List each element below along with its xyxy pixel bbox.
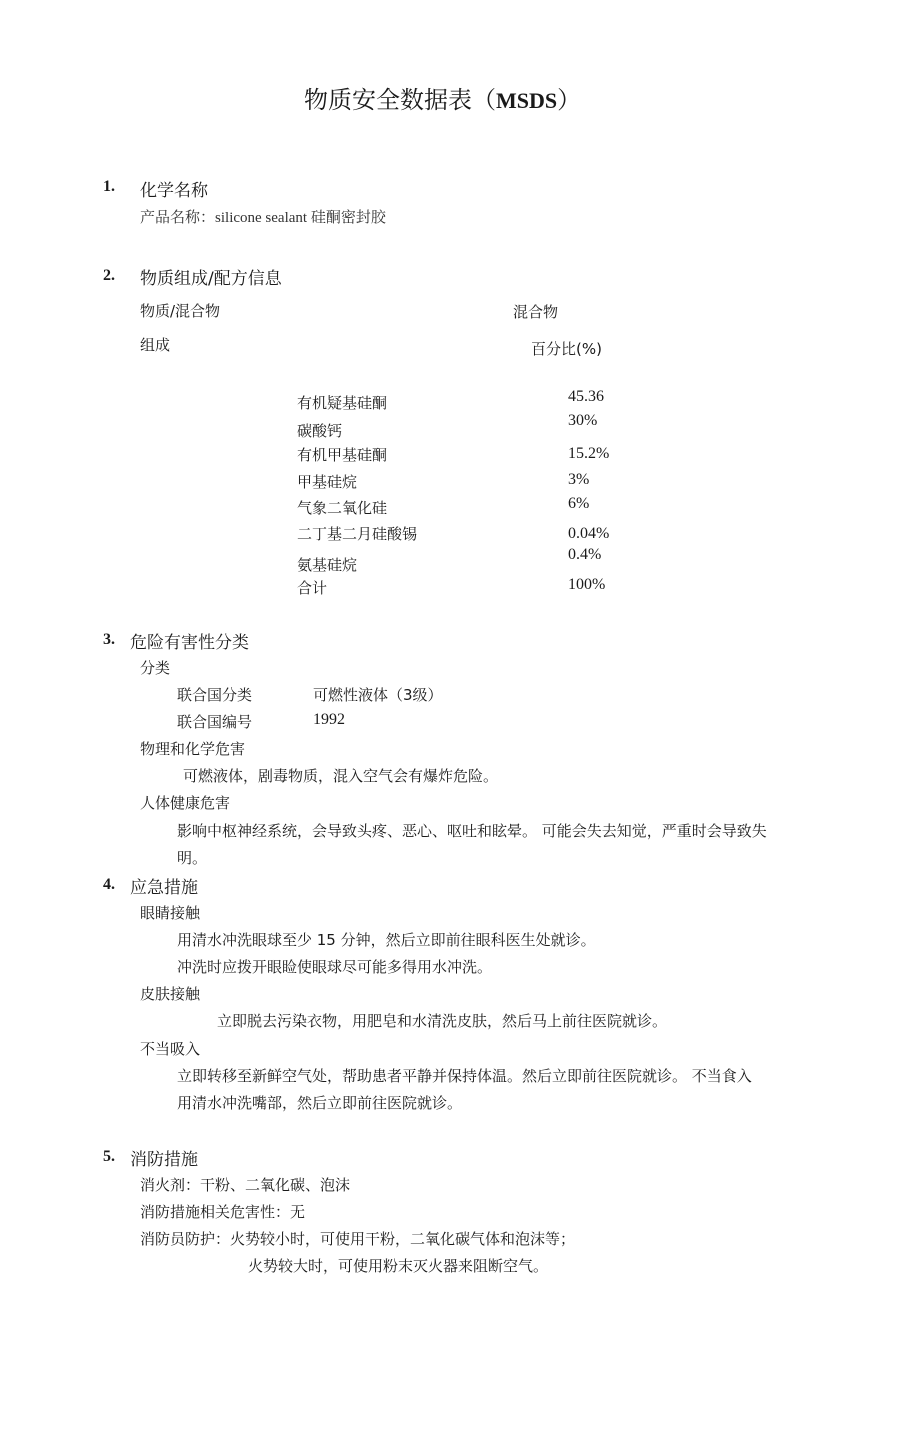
eye-contact-label: 眼睛接触 [140,904,201,922]
title-cn: 物质安全数据表（ [304,86,496,114]
skin-contact-text: 立即脱去污染衣物，用肥皂和水清洗皮肤，然后马上前往医院就诊。 [217,1012,668,1030]
component-name: 二丁基二月硅酸锡 [297,525,418,543]
un-class-label: 联合国分类 [177,686,253,704]
extinguishing-agent: 消火剂：干粉、二氧化碳、泡沫 [140,1176,351,1194]
component-value: 0.04% [568,525,610,542]
section-5-heading: 消防措施 [130,1150,198,1170]
section-4-heading: 应急措施 [130,878,198,898]
substance-label: 物质/混合物 [140,302,221,320]
eye-contact-text-line1: 用清水冲洗眼球至少 15 分钟，然后立即前往眼科医生处就诊。 [177,931,596,949]
section-1-heading: 化学名称 [140,181,208,201]
section-1-number: 1. [103,178,115,195]
component-name: 碳酸钙 [297,422,343,440]
firefighting-hazard: 消防措施相关危害性：无 [140,1203,306,1221]
component-total-value: 100% [568,576,606,593]
component-value: 6% [568,495,590,512]
health-hazard-text-line1: 影响中枢神经系统，会导致头疼、恶心、呕吐和眩晕。 可能会失去知觉，严重时会导致失 [177,822,767,840]
classification-label: 分类 [140,659,171,677]
component-name: 甲基硅烷 [297,473,358,491]
eye-contact-text-line2: 冲洗时应拨开眼睑使眼球尽可能多得用水冲洗。 [177,958,493,976]
substance-value: 混合物 [513,303,559,321]
component-name: 有机疑基硅酮 [297,394,388,412]
title-msds: MSDS [496,88,558,113]
component-name: 有机甲基硅酮 [297,446,388,464]
inhalation-text-line1: 立即转移至新鲜空气处，帮助患者平静并保持体温。然后立即前往医院就诊。 不当食入 [177,1067,752,1085]
health-hazard-label: 人体健康危害 [140,794,231,812]
un-class-value: 可燃性液体（3级） [313,686,443,704]
component-value: 30% [568,412,598,429]
section-2-heading: 物质组成/配方信息 [140,269,282,289]
inhalation-text-line2: 用清水冲洗嘴部，然后立即前往医院就诊。 [177,1094,463,1112]
component-value: 0.4% [568,546,602,563]
component-value: 3% [568,471,590,488]
section-3-number: 3. [103,631,115,648]
product-name-value: silicone sealant 硅酮密封胶 [215,210,386,226]
firefighter-protection-line2: 火势较大时，可使用粉末灭火器来阻断空气。 [248,1257,549,1275]
section-4-number: 4. [103,876,115,893]
percent-label: 百分比(%) [531,340,602,358]
physical-hazard-label: 物理和化学危害 [140,740,246,758]
title-close: ） [557,86,582,114]
component-value: 45.36 [568,388,604,405]
skin-contact-label: 皮肤接触 [140,985,201,1003]
section-5-number: 5. [103,1148,115,1165]
un-number-value: 1992 [313,711,345,728]
un-number-label: 联合国编号 [177,713,253,731]
product-name-line [140,206,386,227]
inhalation-label: 不当吸入 [140,1040,201,1058]
firefighter-protection-line1: 消防员防护：火势较小时，可使用干粉，二氧化碳气体和泡沫等； [140,1230,576,1248]
page-title [304,80,581,115]
component-value: 15.2% [568,445,610,462]
composition-label: 组成 [140,336,171,354]
physical-hazard-text: 可燃液体，剧毒物质，混入空气会有爆炸危险。 [183,767,499,785]
health-hazard-text-line2: 明。 [177,849,208,867]
section-2-number: 2. [103,267,115,284]
product-name-label: 产品名称： [140,210,216,226]
component-total-label: 合计 [297,579,328,597]
component-name: 气象二氧化硅 [297,499,388,517]
component-name: 氨基硅烷 [297,556,358,574]
section-3-heading: 危险有害性分类 [130,633,249,653]
